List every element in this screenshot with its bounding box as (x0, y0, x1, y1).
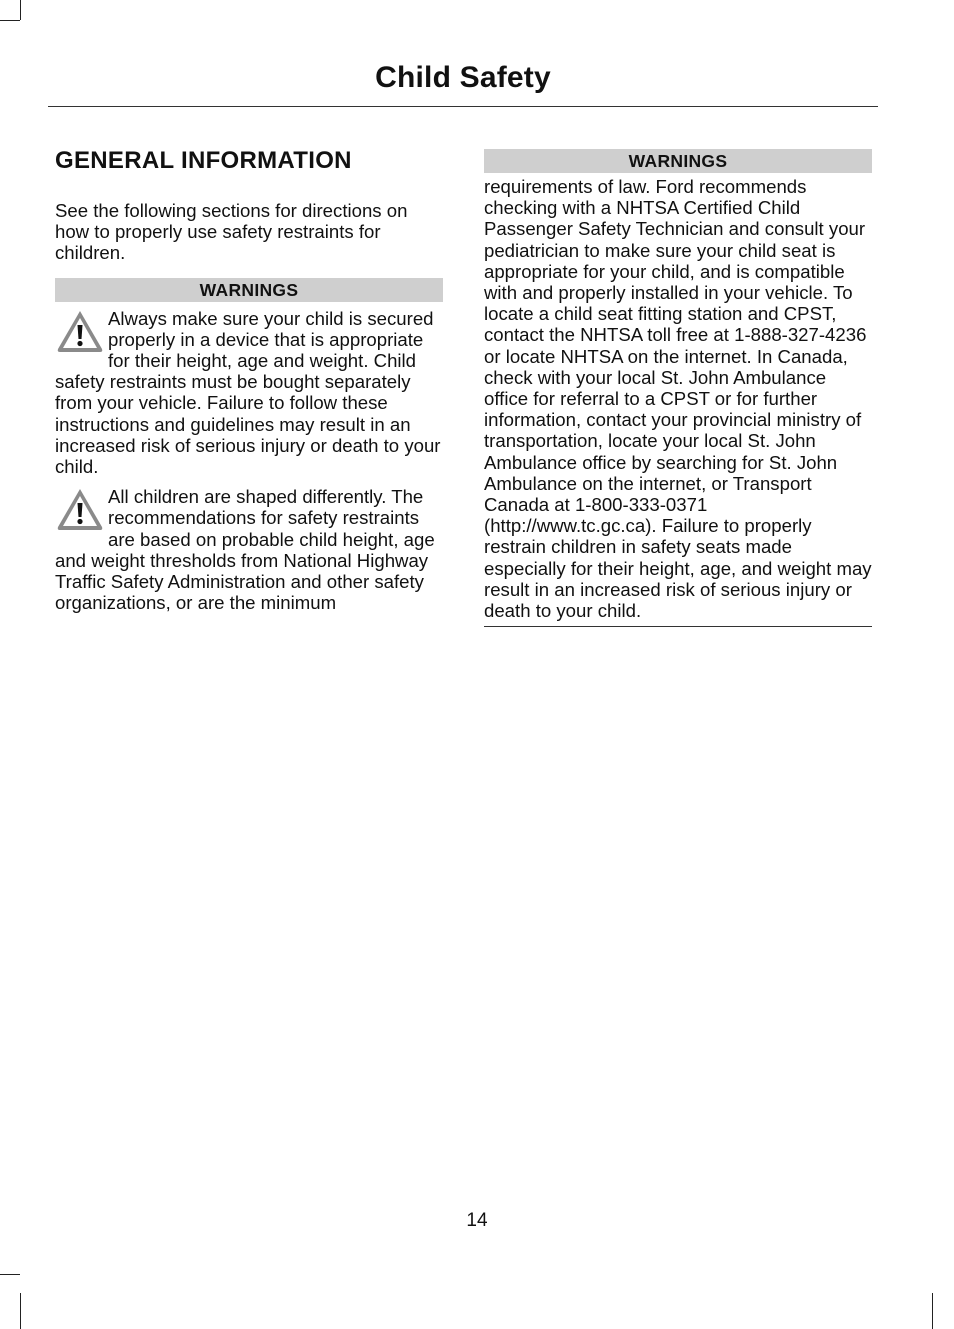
warning-text: Always make sure your child is secured properly in a device that is appropriate for their height, age and weight. Child safety restraints must be bought separately from your vehicle. Failure to follow these instructions and guidelines may result in an increased risk of serious injury or death to your child. (55, 307, 441, 478)
section-heading: GENERAL INFORMATION (55, 147, 352, 174)
warning-continued-text: requirements of law. Ford recommends checking with a NHTSA Certified Child Passenger Safety Technician and consult your pediatrician to make sure your child seat is appropriate for your child, and is compatible with and properly installed in your vehicle. To locate a child seat fitting station and CPST, contact the NHTSA toll free at 1-888-327-4236 or locate NHTSA on the internet. In Canada, check with your local St. John Ambulance office for referral to a CPST or for further information, contact your provincial ministry of transportation, locate your local St. John Ambulance office by searching for St. John Ambulance on the internet, or Transport Canada at 1-800-333-0371 (http://www.tc.gc.ca). Failure to properly restrain children in safety seats made especially for their height, age, and weight may result in an increased risk of serious injury or death to your child. (484, 176, 872, 622)
crop-mark (932, 1293, 933, 1329)
page-number: 14 (466, 1210, 488, 1231)
left-column (55, 146, 443, 613)
intro-paragraph: See the following sections for directions on how to properly use safety restraints for children. (55, 200, 408, 264)
warning-item (55, 308, 443, 478)
title-divider (48, 106, 878, 107)
warnings-header: WARNINGS (484, 149, 872, 173)
warning-triangle-icon (55, 308, 105, 354)
crop-mark (20, 1293, 21, 1329)
warning-item (55, 486, 443, 613)
crop-mark (20, 0, 21, 20)
warning-triangle-icon (55, 486, 105, 532)
right-column (484, 149, 872, 627)
warnings-header: WARNINGS (55, 278, 443, 302)
warning-text: All children are shaped differently. The recommendations for safety restraints are based on probable child height, age and weight thresholds from National Highway Traffic Safety Administration and other safety organizations, or are the minimum (55, 486, 435, 614)
crop-mark (0, 1274, 20, 1275)
page-title: Child Safety (375, 61, 551, 94)
warnings-end-divider (484, 626, 872, 627)
crop-mark (0, 20, 20, 21)
